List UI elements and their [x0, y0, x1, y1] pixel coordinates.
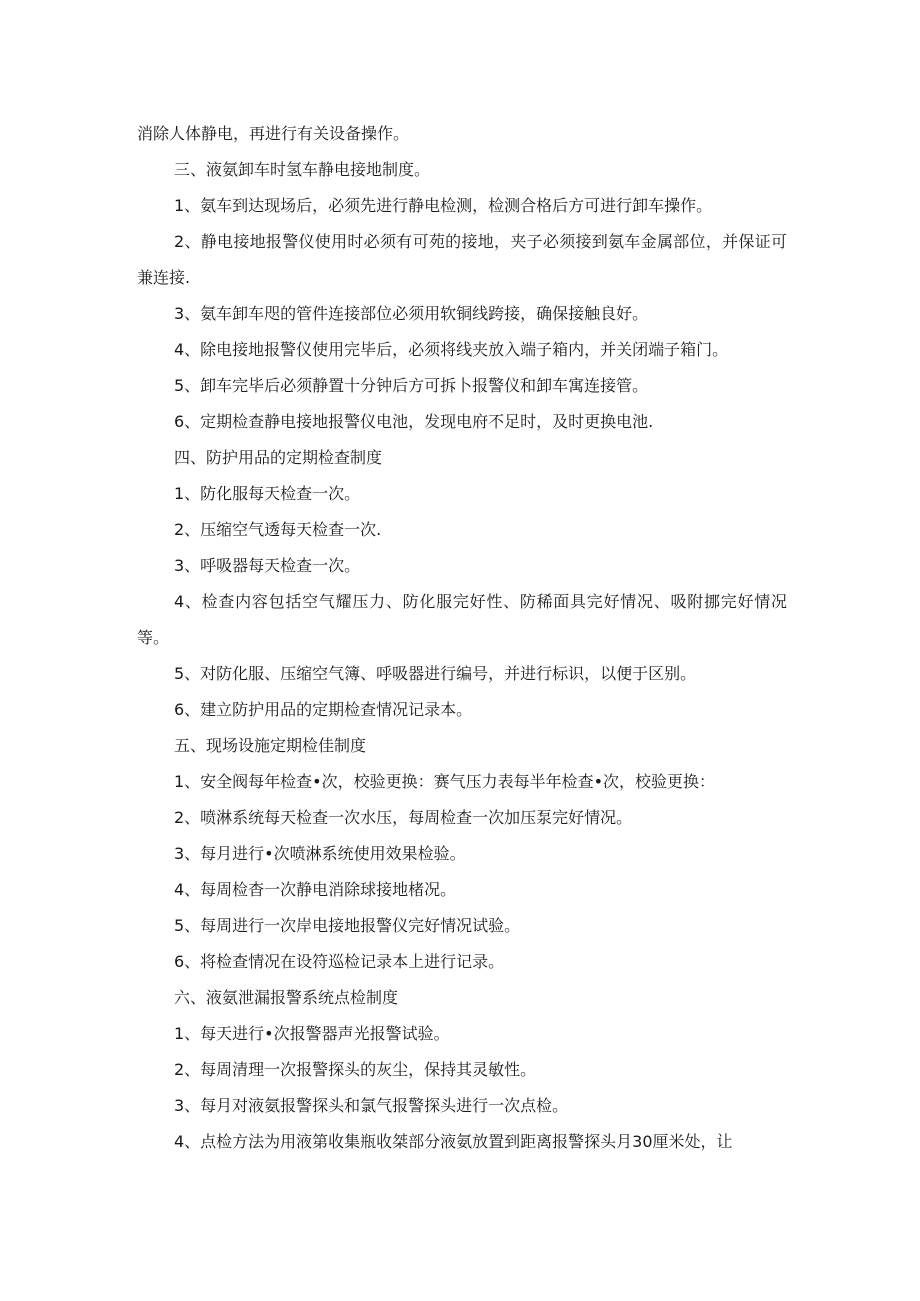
list-item: 2、喷淋系统每天检查一次水压，每周检查一次加压泵完好情况。 [174, 808, 633, 827]
list-item: 2、每周清理一次报警探头的灰尘，保持其灵敏性。 [174, 1060, 537, 1079]
list-item: 5、卸车完毕后必须静置十分钟后方可拆卜报警仪和卸车寓连接管。 [174, 376, 649, 395]
list-item: 2、压缩空气透每天检查一次. [174, 520, 382, 539]
list-item: 3、氨车卸车咫的管件连接部位必须用软铜线跨接，确保接触良好。 [174, 304, 649, 323]
list-item: 6、建立防护用品的定期检查情况记录本。 [174, 700, 473, 719]
list-item: 3、呼吸器每天检查一次。 [174, 556, 361, 575]
list-item: 6、定期检查静电接地报警仪电池，发现电府不足时，及时更换电池. [174, 412, 654, 431]
list-item: 4、点检方法为用液第收集瓶收桀部分液氨放置到距离报警探头月30厘米处，让 [174, 1132, 733, 1151]
document-body [137, 116, 787, 1160]
list-item: 1、防化服每天检查一次。 [174, 484, 361, 503]
list-item: 1、氨车到达现场后，必须先进行静电检测，检测合格后方可进行卸车操作。 [174, 196, 713, 215]
list-item: 1、每天进行•次报警器声光报警试验。 [174, 1024, 450, 1043]
list-item: 5、对防化服、压缩空气簿、呼吸器进行编号，并进行标识，以便于区别。 [174, 664, 697, 683]
section-heading: 三、液氨卸车时氢车静电接地制度。 [174, 160, 431, 179]
list-item: 4、检查内容包括空气耀压力、防化服完好性、防稀面具完好情况、吸附挪完好情况等。 [137, 592, 787, 647]
list-item: 6、将检查情况在设符巡检记录本上进行记录。 [174, 952, 505, 971]
list-item: 3、每月对液氨报警探头和氯气报警探头进行一次点检。 [174, 1096, 569, 1115]
list-item: 4、除电接地报警仪使用完毕后，必须将线夹放入端子箱内，并关闭端子箱门。 [174, 340, 729, 359]
section-heading: 五、现场设施定期检佳制度 [174, 736, 367, 755]
section-heading: 六、液氨泄漏报警系统点检制度 [174, 988, 399, 1007]
list-item: 2、静电接地报警仪使用时必须有可苑的接地，夹子必须接到氨车金属部位，并保证可兼连接. [137, 232, 787, 287]
list-item: 4、每周检杳一次静电消除球接地楮况。 [174, 880, 457, 899]
list-item: 5、每周进行一次岸电接地报警仪完好情况试验。 [174, 916, 521, 935]
list-item: 3、每月进行•次喷淋系统使用效果检验。 [174, 844, 466, 863]
list-item: 1、安全阀每年检查•次，校验更换：赛气压力表每半年检查•次，校验更换： [174, 772, 716, 791]
section-heading: 四、防护用品的定期检查制度 [174, 448, 383, 467]
paragraph: 消除人体静电，再进行有关设备操作。 [137, 124, 410, 143]
